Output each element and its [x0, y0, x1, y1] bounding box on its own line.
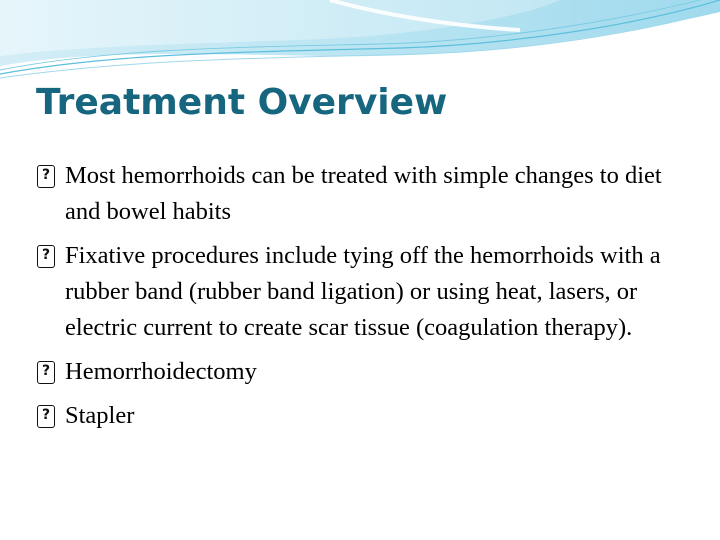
header-wave-decoration	[0, 0, 720, 90]
missing-glyph-icon	[37, 165, 55, 188]
bullet-text: Fixative procedures include tying off the hemorrhoids with a rubber band (rubber band ligation) or using heat, lasers, or electric current to create scar tissue (coagulation therapy).	[65, 242, 661, 341]
slide-title: Treatment Overview	[36, 82, 448, 123]
missing-glyph-icon	[37, 245, 55, 268]
bullet-text: Hemorrhoidectomy	[65, 358, 257, 385]
bullet-text: Stapler	[65, 402, 135, 429]
bullet-item	[36, 238, 686, 346]
bullet-text: Most hemorrhoids can be treated with simple changes to diet and bowel habits	[65, 162, 662, 225]
missing-glyph-icon	[37, 405, 55, 428]
bullet-item	[36, 158, 686, 230]
bullet-item	[36, 398, 686, 434]
bullet-list	[36, 158, 686, 442]
bullet-item	[36, 354, 686, 390]
missing-glyph-icon	[37, 361, 55, 384]
